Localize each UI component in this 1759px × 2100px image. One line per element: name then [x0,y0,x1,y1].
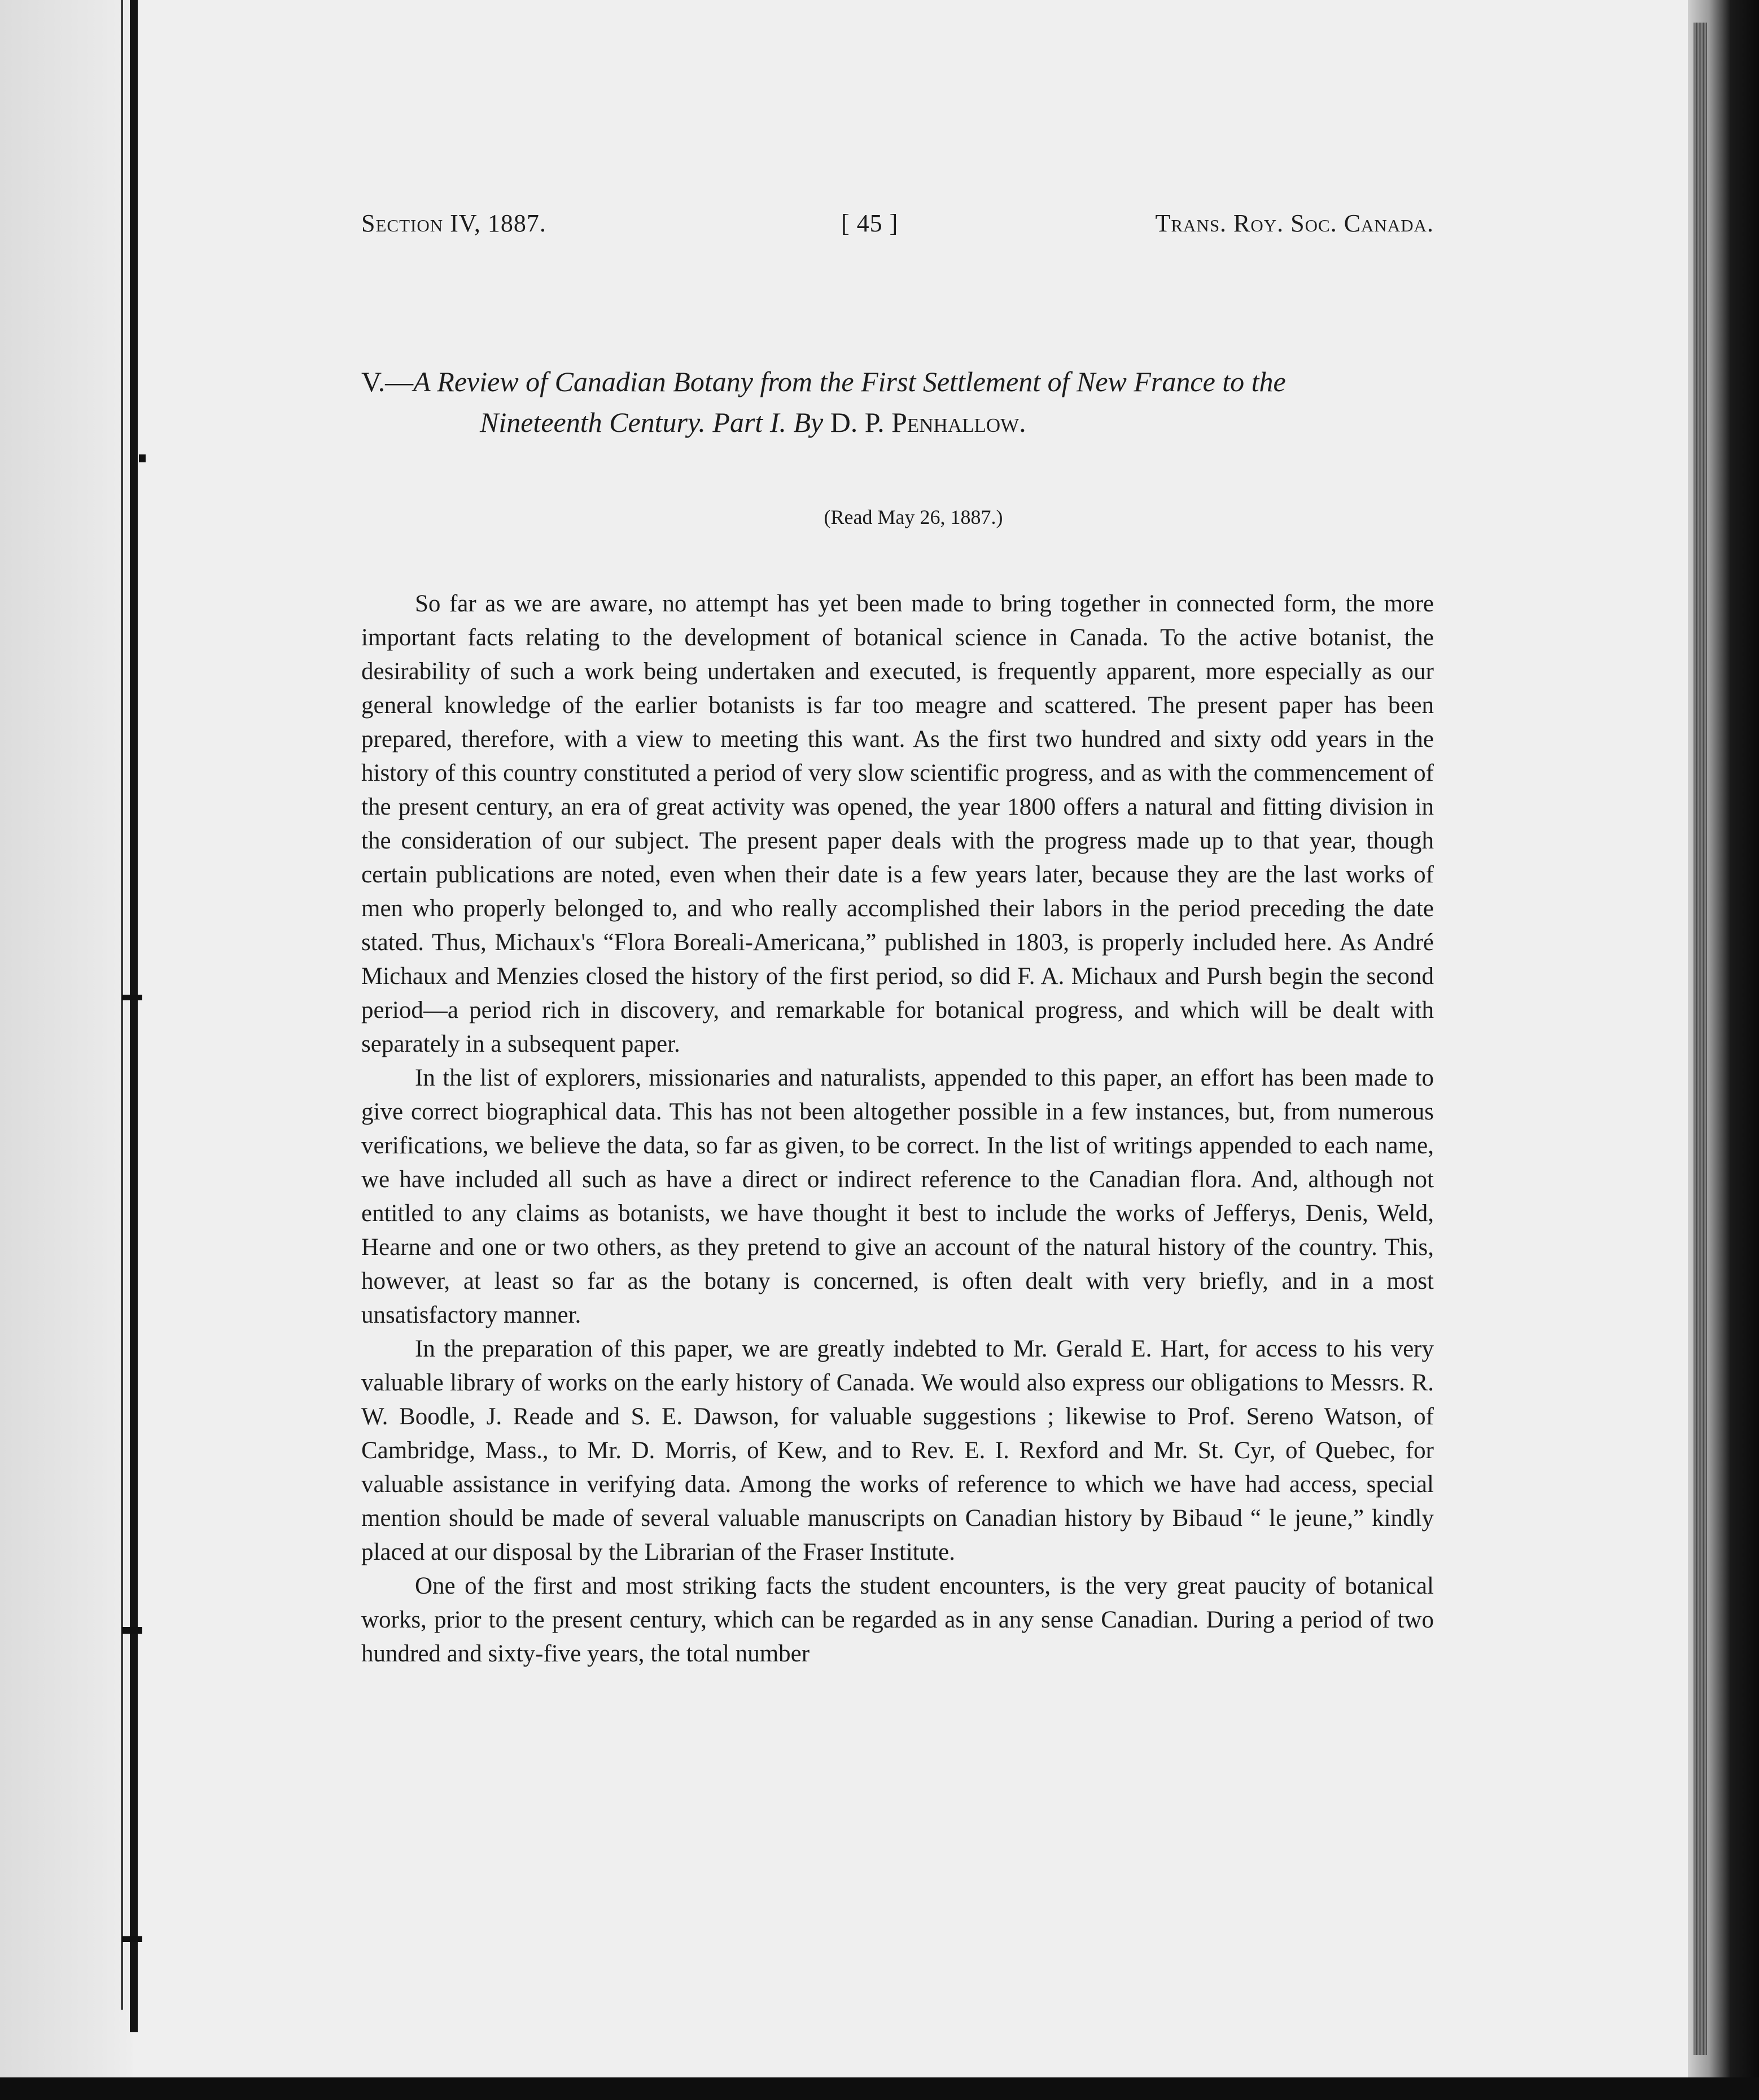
read-date-line [0,505,1759,529]
article-body [361,587,1434,1671]
author-initials: D. P. [830,406,885,438]
title-line2 [361,402,1434,443]
binding-mark [139,454,146,462]
left-page-edge [0,0,141,2100]
left-binding-rule [130,0,138,2032]
binding-mark [122,1627,142,1634]
paragraph: One of the first and most striking facts the student encounters, is the very great paucity of botanical works, prior to the present century, which can be regarded as in any sense Canadian. During a period of two hundred and sixty-five years, the total number [361,1573,1434,1667]
article-title [361,361,1434,443]
paragraph: So far as we are aware, no attempt has yet been made to bring together in connected form, the more important facts relating to the development of botanical science in Canada. To the active botanist, the desirability of such a work being undertaken and executed, is frequently apparent, more especially as our general knowledge of the earlier botanists is far too meagre and scattered. The present paper has been prepared, therefore, with a view to meeting this want. As the first two hundred and sixty odd years in the history of this country constituted a period of very slow scientific progress, and as with the commencement of the present century, an era of great activity was opened, the year 1800 offers a natural and fitting division in the consideration of our subject. The present paper deals with the progress made up to that year, though certain publications are noted, even when their date is a few years later, because they are the last works of men who properly belonged to, and who really accomplished their labors in the period preceding the date stated. Thus, Michaux's “Flora Boreali-Americana,” published in 1803, is properly included here. As André Michaux and Menzies closed the history of the first period, so did F. A. Michaux and Pursh begin the second period—a period rich in discovery, and remarkable for botanical progress, and which will be dealt with separately in a subsequent paper. [361,590,1434,1057]
binding-mark [122,995,142,1000]
bottom-page-edge [0,2077,1759,2100]
binding-mark [122,1936,142,1942]
paragraph: In the list of explorers, missionaries and naturalists, appended to this paper, an effort has been made to give correct biographical data. This has not been altogether possible in a few instances, but, from numerous verifications, we believe the data, so far as given, to be correct. In the list of writings appended to each name, we have included all such as have a direct or indirect reference to the Canadian flora. And, although not entitled to any claims as botanists, we have thought it best to include the works of Jefferys, Denis, Weld, Hearne and one or two others, as they pretend to give an account of the natural history of the country. This, however, at least so far as the botany is concerned, is often dealt with very briefly, and in a most unsatisfactory manner. [361,1065,1434,1328]
author-name: Penhallow. [891,406,1026,438]
header-journal: Trans. Roy. Soc. Canada. [1155,209,1434,237]
running-header [361,209,1434,248]
article-number: V.— [361,366,414,397]
right-binding-strip [1694,23,1707,2055]
title-by: By [793,406,824,438]
read-date: (Read May 26, 1887.) [824,506,1003,528]
paragraph: In the preparation of this paper, we are greatly indebted to Mr. Gerald E. Hart, for access to his very valuable library of works on the early history of Canada. We would also express our obligations to Messrs. R. W. Boodle, J. Reade and S. E. Dawson, for valuable suggestions ; likewise to Prof. Sereno Watson, of Cambridge, Mass., to Mr. D. Morris, of Kew, and to Rev. E. I. Rexford and Mr. St. Cyr, of Quebec, for valuable assistance in verifying data. Among the works of reference to which we have had access, special mention should be made of several valuable manuscripts on Canadian history by Bibaud “ le jeune,” kindly placed at our disposal by the Librarian of the Fraser Institute. [361,1336,1434,1565]
title-part2: Nineteenth Century. Part I. [480,406,786,438]
title-part1: A Review of Canadian Botany from the First Settlement of New France to the [413,366,1286,397]
left-binding-line [121,0,123,2010]
header-section: Section IV, 1887. [361,209,546,237]
page-number: [ 45 ] [841,209,899,237]
